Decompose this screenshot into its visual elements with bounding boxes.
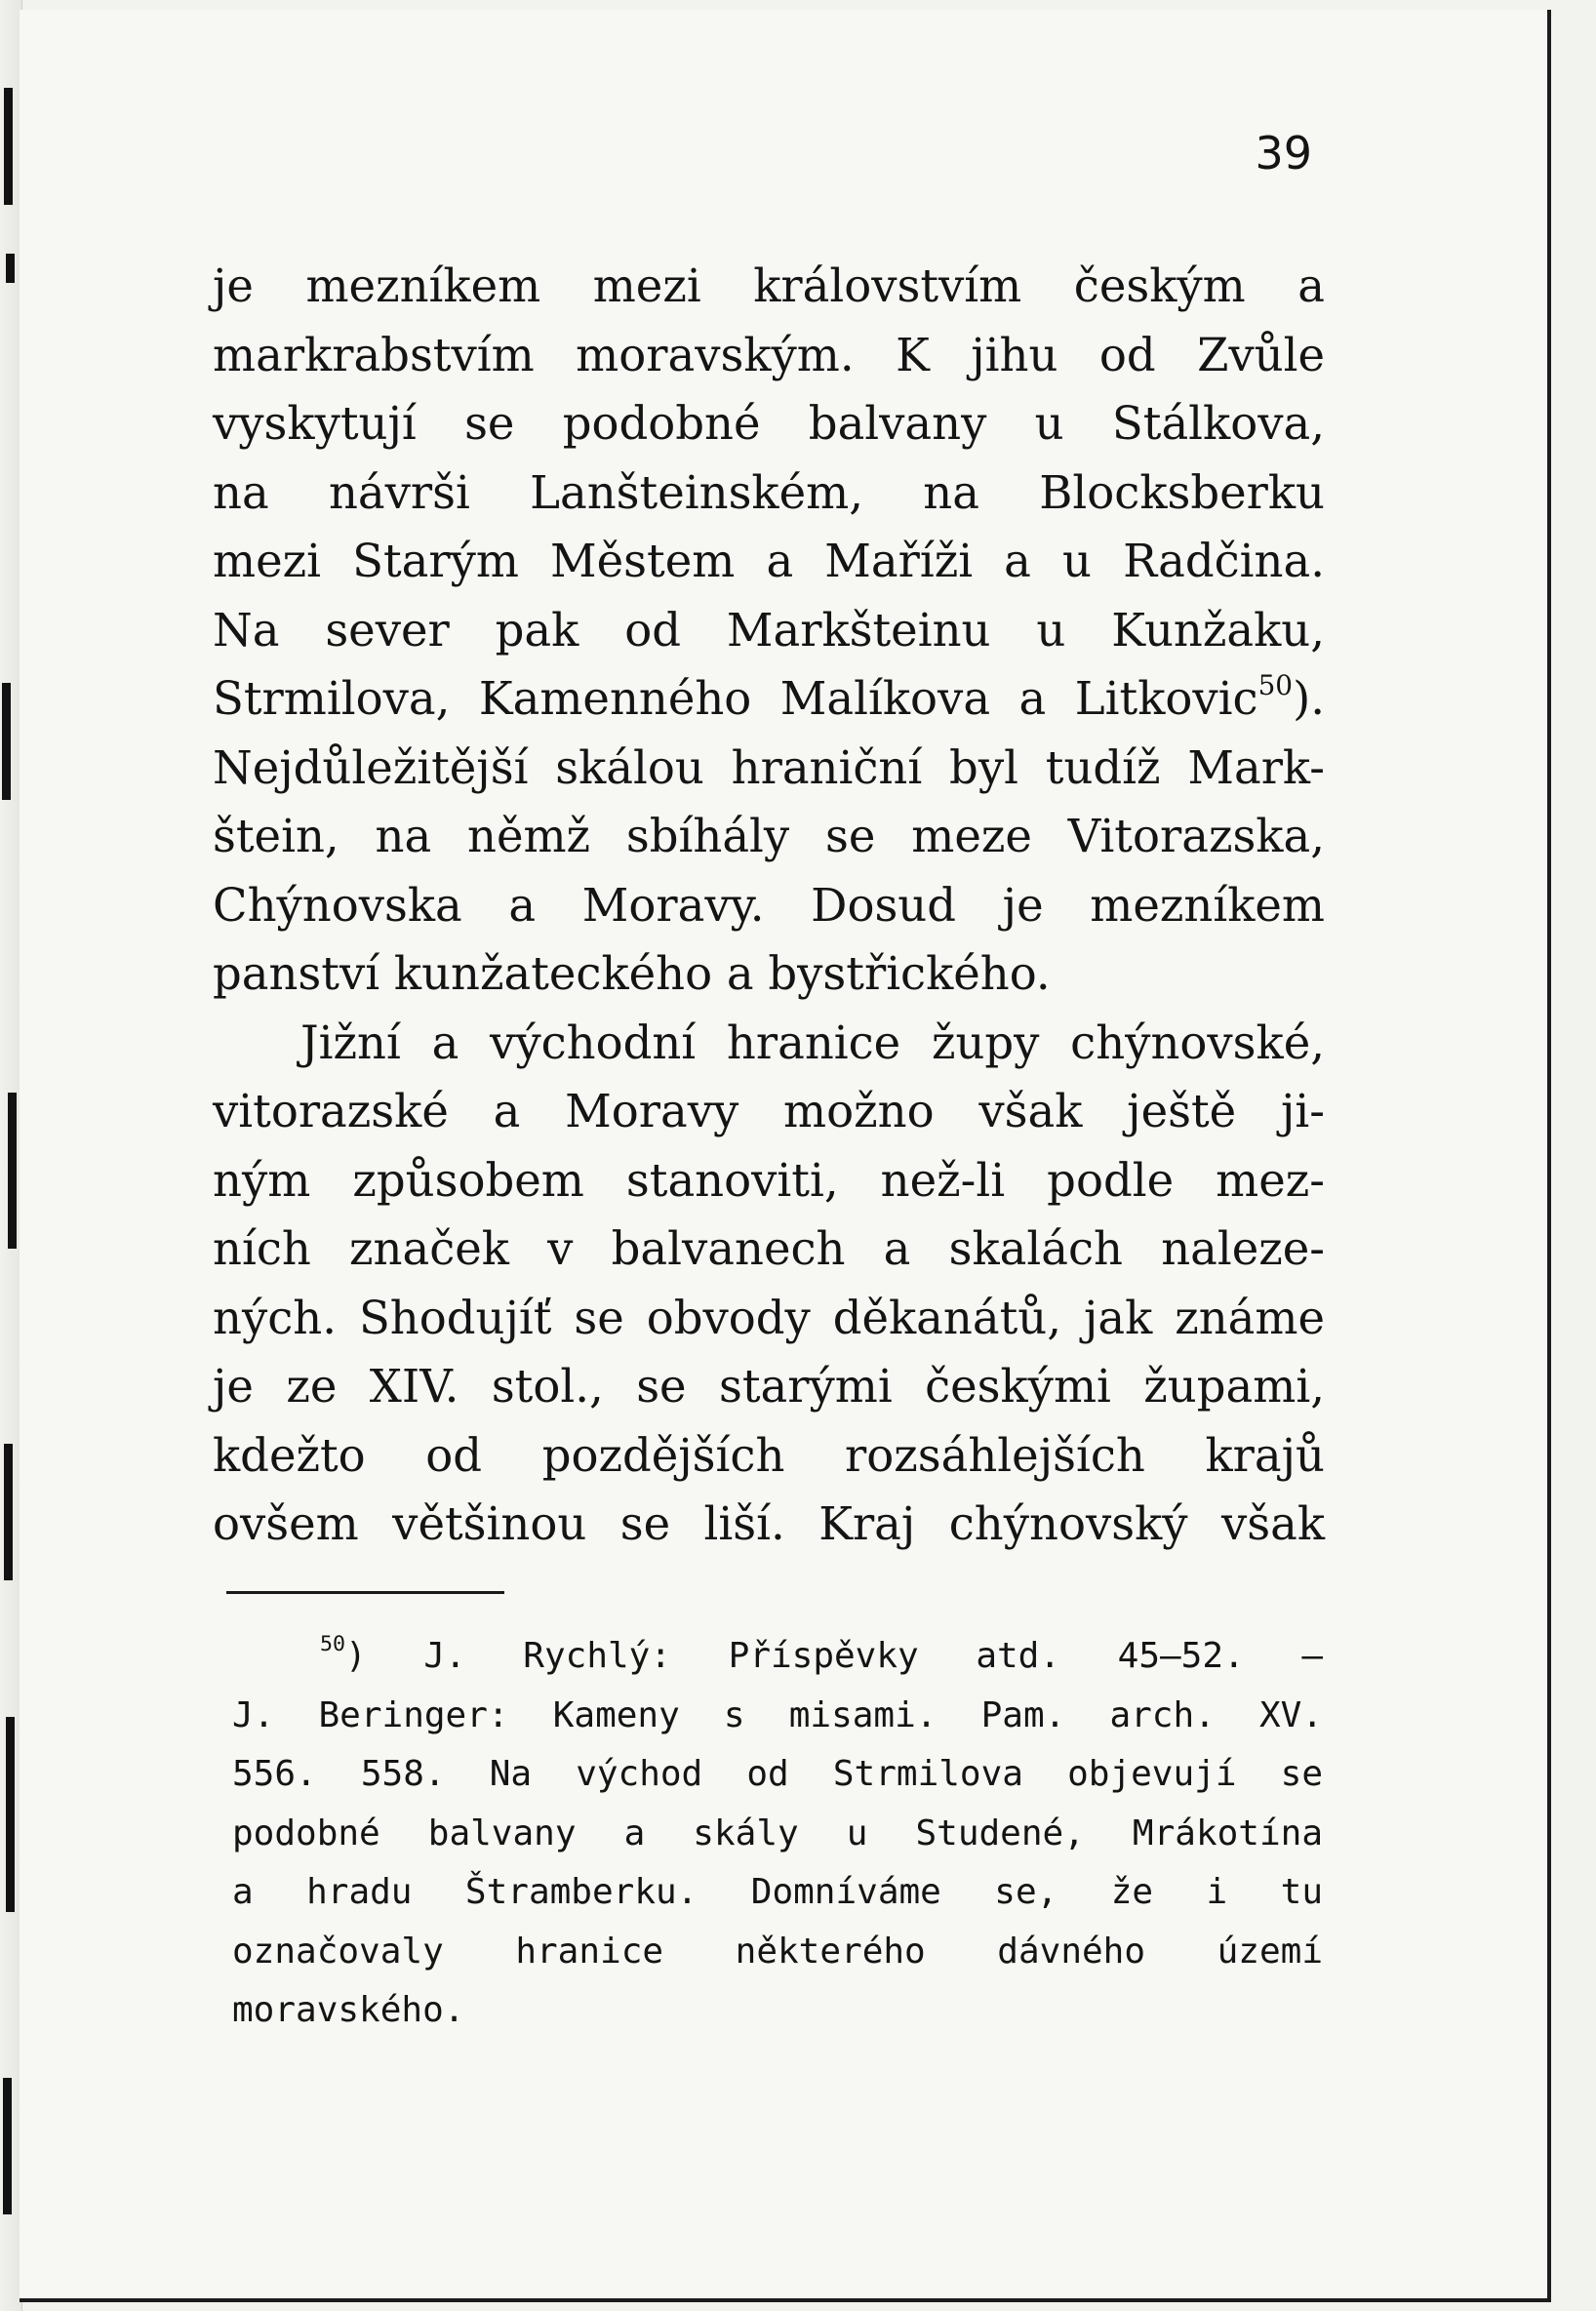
text-line: panství kunžateckého a bystřického. (213, 947, 1051, 1000)
footnote-line: J. Beringer: Kameny s misami. Pam. arch. XV. (232, 1694, 1323, 1735)
footnote-line: podobné balvany a skály u Studené, Mrákotína (232, 1813, 1323, 1853)
text-line: ných. Shodujíť se obvody děkanátů, jak známe (213, 1291, 1325, 1344)
text-segment: ). (1293, 672, 1325, 725)
footnote-line: označovaly hranice některého dávného území (232, 1931, 1323, 1972)
text-segment: ) (345, 1636, 367, 1676)
text-line: štein, na němž sbíhály se meze Vitorazska, (213, 810, 1325, 862)
text-line: Chýnovska a Moravy. Dosud je mezníkem (213, 878, 1325, 932)
footnote-rule (226, 1591, 504, 1594)
footnotes (232, 1627, 1323, 2041)
footnote-line (232, 1627, 1323, 1687)
page-number: 39 (1255, 127, 1312, 179)
text-line: ovšem většinou se liší. Kraj chýnovský však (213, 1497, 1325, 1550)
text-line: markrabstvím moravským. K jihu od Zvůle (213, 328, 1325, 381)
text-line: Jižní a východní hranice župy chýnovské, (300, 1016, 1325, 1069)
text-line: kdežto od pozdějších rozsáhlejších krajů (213, 1428, 1325, 1482)
text-line: je ze XIV. stol., se starými českými župami, (213, 1360, 1325, 1413)
text-line-with-footnote-ref (213, 664, 1325, 734)
text-line: Nejdůležitější skálou hraniční byl tudíž Mark- (213, 740, 1325, 794)
main-text (213, 252, 1325, 1559)
text-line: vyskytují se podobné balvany u Stálkova, (213, 397, 1325, 450)
text-line: Na sever pak od Markšteinu u Kunžaku, (213, 603, 1325, 657)
text-segment: J. Rychlý: Příspěvky atd. 45—52. — (366, 1636, 1323, 1676)
footnote-marker: 50 (320, 1632, 346, 1656)
footnote-reference: 50 (1257, 668, 1294, 701)
footnote-line: 556. 558. Na východ od Strmilova objevují se (232, 1754, 1323, 1794)
text-line: je mezníkem mezi královstvím českým a (213, 259, 1325, 312)
footnote-line: a hradu Štramberku. Domníváme se, že i tu (232, 1872, 1323, 1912)
text-line: ních značek v balvanech a skalách naleze- (213, 1222, 1325, 1275)
text-line: vitorazské a Moravy možno však ještě ji- (213, 1085, 1325, 1137)
text-line: ným způsobem stanoviti, než-li podle mez- (213, 1153, 1325, 1207)
footnote-line: moravského. (232, 1990, 465, 2030)
text-line: mezi Starým Městem a Maříži a u Radčina. (213, 535, 1325, 587)
text-line: na návrši Lanšteinském, na Blocksberku (213, 465, 1325, 519)
text-segment: Strmilova, Kamenného Malíkova a Litkovic (213, 672, 1258, 725)
